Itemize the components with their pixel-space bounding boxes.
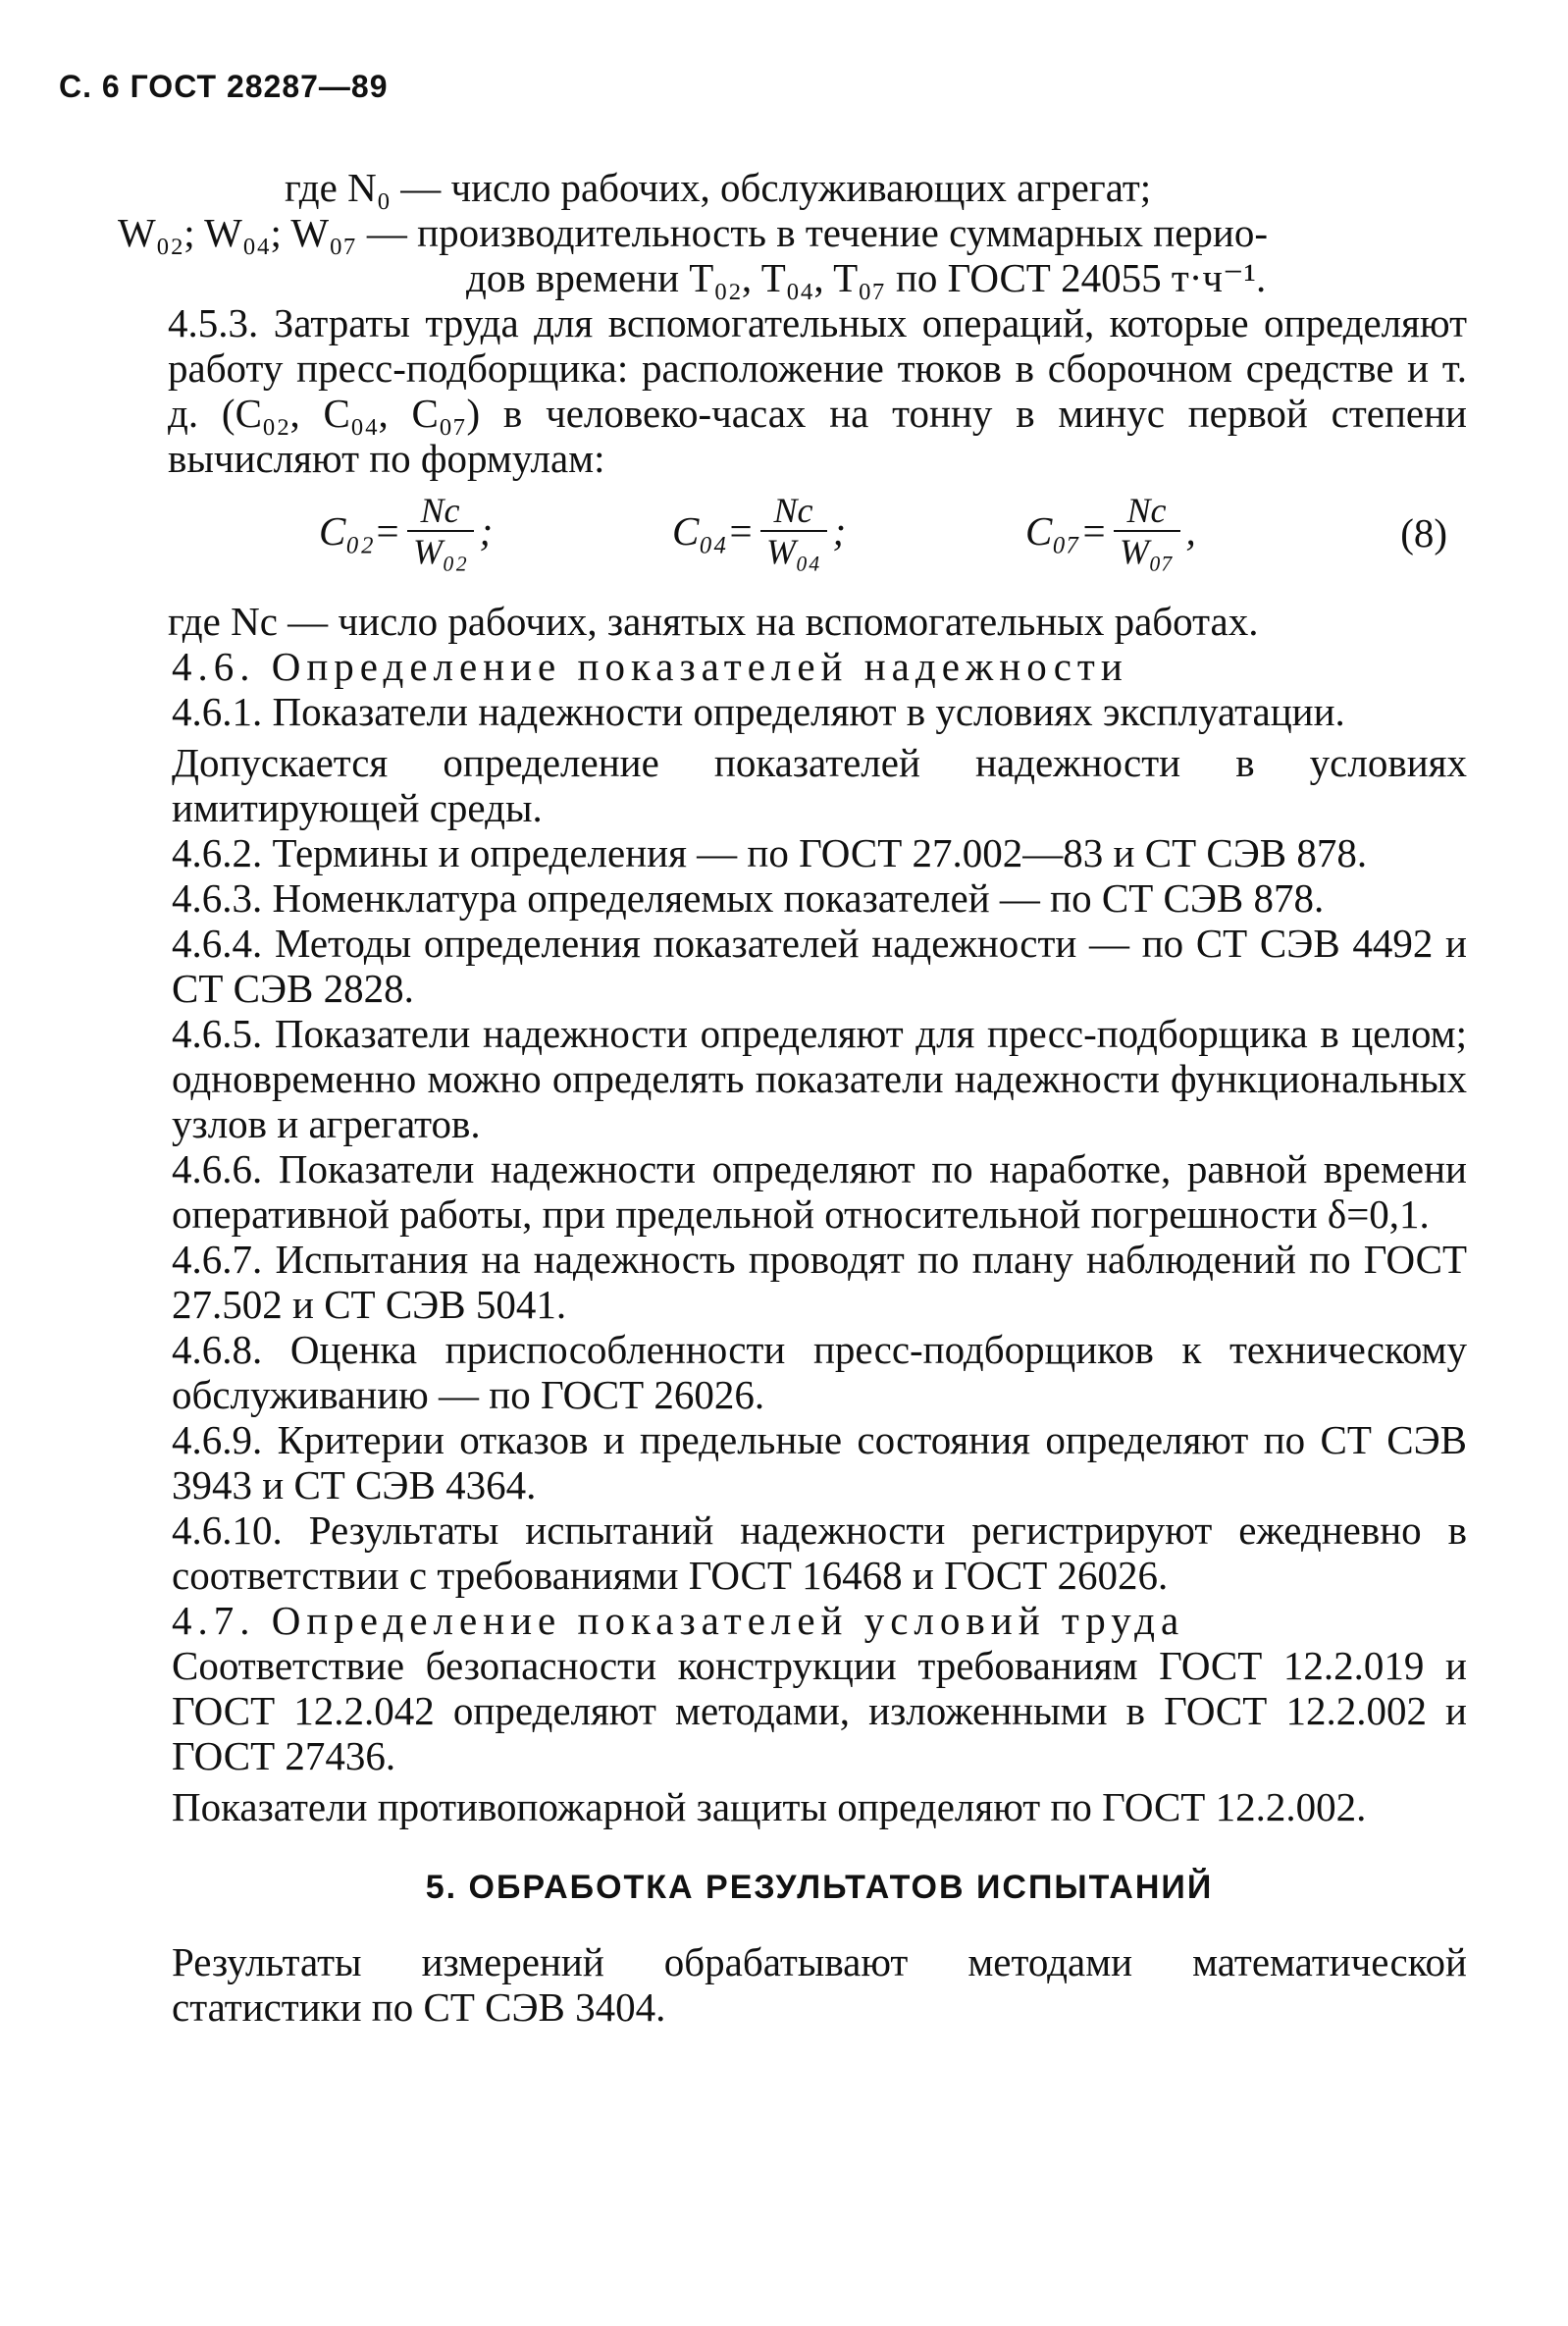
para-4-5-3: 4.5.3. Затраты труда для вспомогательных операций, которые определяют работу пресс-подборщика: расположение тюков в сборочном средстве и т. д. (C₀₂, C₀₄, C₀₇) в человеко-часах на тонну в минус первой степени вычисляют по формулам: — [168, 300, 1467, 481]
para-allowed: Допускается определение показателей надежности в условиях имитирующей среды. — [172, 740, 1467, 830]
formula-c07-fraction — [1114, 491, 1180, 571]
para-4-6-4: 4.6.4. Методы определения показателей надежности — по СТ СЭВ 4492 и СТ СЭВ 2828. — [172, 921, 1467, 1011]
para-4-6-10: 4.6.10. Результаты испытаний надежности регистрируют ежедневно в соответствии с требованиями ГОСТ 16468 и ГОСТ 26026. — [172, 1507, 1467, 1598]
formula-c07-lhs: C₀₇= — [1025, 508, 1108, 554]
para-fire: Показатели противопожарной защиты определяют по ГОСТ 12.2.002. — [172, 1784, 1367, 1829]
formula-c02-numerator: Nc — [407, 491, 474, 532]
para-4-6-6: 4.6.6. Показатели надежности определяют по наработке, равной времени оперативной работы, при предельной относительной погрешности δ=0,1. — [172, 1146, 1467, 1237]
formula-c02 — [319, 491, 493, 571]
formula-c07-denominator: W₀₇ — [1120, 532, 1175, 571]
definition-nc: где Nс — число рабочих, занятых на вспомогательных работах. — [168, 599, 1259, 644]
definition-w-cont: дов времени T₀₂, T₀₄, T₀₇ по ГОСТ 24055 т·ч⁻¹. — [466, 255, 1267, 300]
formula-c04-denominator: W₀₄ — [766, 532, 821, 571]
para-safety: Соответствие безопасности конструкции требованиям ГОСТ 12.2.019 и ГОСТ 12.2.042 определяют методами, изложенными в ГОСТ 12.2.002 и ГОСТ 27436. — [172, 1643, 1467, 1778]
formula-c07 — [1025, 491, 1196, 571]
formula-c04-fraction — [760, 491, 827, 571]
formula-number: (8) — [1400, 510, 1447, 555]
formula-c04-lhs: C₀₄= — [672, 508, 755, 554]
para-4-6-5: 4.6.5. Показатели надежности определяют для пресс-подборщика в целом; одновременно можно определять показатели надежности функциональных узлов и агрегатов. — [172, 1011, 1467, 1146]
formula-c02-lhs: C₀₂= — [319, 508, 401, 554]
heading-4-7: 4.7. Определение показателей условий труда — [172, 1598, 1185, 1643]
formula-c04-end: ; — [832, 508, 847, 554]
definition-w-symbols: W₀₂; W₀₄; W₀₇ — [118, 210, 357, 255]
definition-w-text: — производительность в течение суммарных перио- — [366, 210, 1268, 255]
page-header: С. 6 ГОСТ 28287—89 — [59, 69, 389, 104]
para-4-6-8: 4.6.8. Оценка приспособленности пресс-подборщиков к техническому обслуживанию — по ГОСТ 26026. — [172, 1327, 1467, 1417]
formula-c04-numerator: Nc — [760, 491, 827, 532]
para-4-6-3: 4.6.3. Номенклатура определяемых показателей — по СТ СЭВ 878. — [172, 875, 1325, 921]
definition-n0: где N₀ — число рабочих, обслуживающих агрегат; — [285, 165, 1152, 210]
para-4-6-1: 4.6.1. Показатели надежности определяют в условиях эксплуатации. — [172, 689, 1345, 734]
formula-c07-numerator: Nc — [1114, 491, 1180, 532]
definition-w — [118, 210, 1467, 255]
formula-c02-denominator: W₀₂ — [413, 532, 468, 571]
para-5: Результаты измерений обрабатывают методами математической статистики по СТ СЭВ 3404. — [172, 1939, 1467, 2030]
formula-8 — [172, 481, 1467, 599]
section-5-title: 5. ОБРАБОТКА РЕЗУЛЬТАТОВ ИСПЫТАНИЙ — [425, 1869, 1214, 1906]
para-4-6-2: 4.6.2. Термины и определения — по ГОСТ 27.002—83 и СТ СЭВ 878. — [172, 830, 1368, 875]
formula-c02-end: ; — [479, 508, 494, 554]
para-4-6-9: 4.6.9. Критерии отказов и предельные состояния определяют по СТ СЭВ 3943 и СТ СЭВ 4364. — [172, 1417, 1467, 1507]
heading-4-6: 4.6. Определение показателей надежности — [172, 644, 1128, 689]
document-body — [118, 165, 1467, 2030]
formula-c07-end: , — [1185, 508, 1196, 554]
formula-c02-fraction — [407, 491, 474, 571]
formula-c04 — [672, 491, 846, 571]
para-4-6-7: 4.6.7. Испытания на надежность проводят по плану наблюдений по ГОСТ 27.502 и СТ СЭВ 5041. — [172, 1237, 1467, 1327]
